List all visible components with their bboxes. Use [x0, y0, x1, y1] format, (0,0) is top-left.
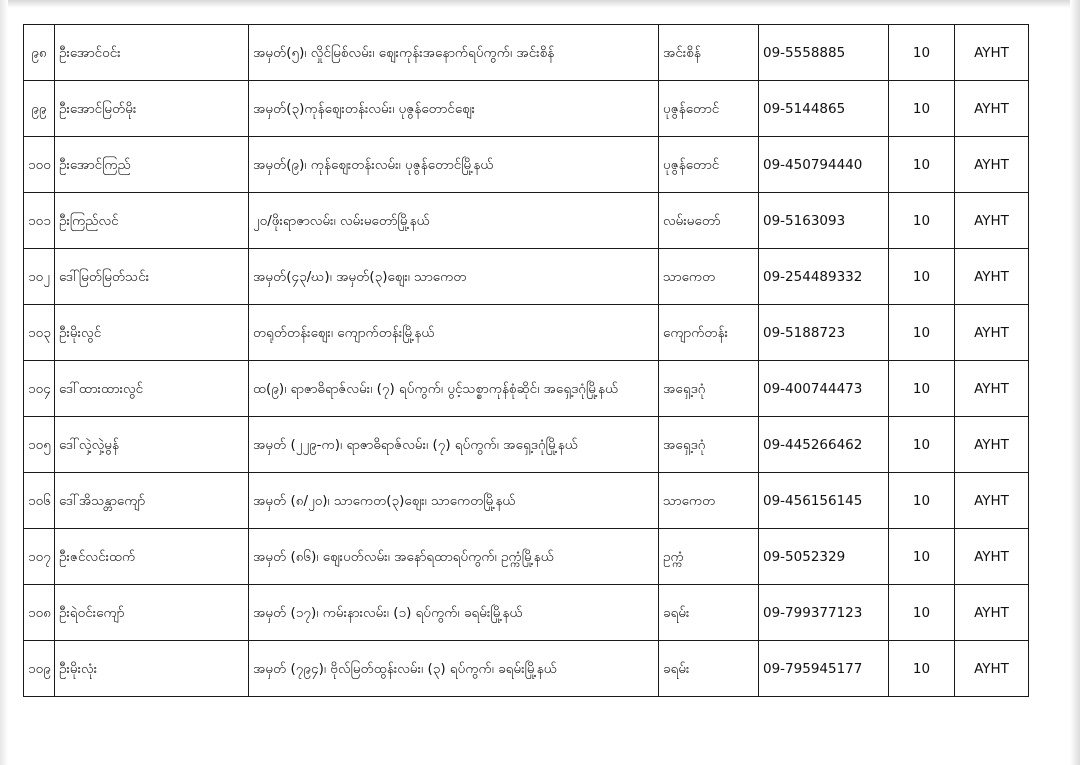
table-row — [24, 25, 1029, 81]
name-cell: ဒေါ်ထားထားလွင် — [55, 361, 249, 417]
table-row — [24, 249, 1029, 305]
row-number-cell: ၁၀၃ — [24, 305, 55, 361]
address-cell: အမှတ် (၇၉၄)၊ ဗိုလ်မြတ်ထွန်းလမ်း၊ (၃) ရပ်ကွက်၊ ခရမ်းမြို့နယ် — [249, 641, 659, 697]
name-cell: ဒေါ်မြတ်မြတ်သင်း — [55, 249, 249, 305]
phone-cell: 09-795945177 — [759, 641, 889, 697]
township-cell: အင်းစိန် — [659, 25, 759, 81]
code-cell: AYHT — [955, 249, 1029, 305]
page-shadow-right — [1070, 0, 1080, 765]
distributor-table — [23, 24, 1029, 697]
name-cell: ဦးအောင်ဝင်း — [55, 25, 249, 81]
table-row — [24, 137, 1029, 193]
phone-cell: 09-5188723 — [759, 305, 889, 361]
address-cell: အမှတ်(၄၃/ဃ)၊ အမှတ်(၃)ဈေး၊ သာကေတ — [249, 249, 659, 305]
quantity-cell: 10 — [889, 25, 955, 81]
row-number-cell: ၁၀၄ — [24, 361, 55, 417]
quantity-cell: 10 — [889, 473, 955, 529]
row-number-cell: ၁၀၁ — [24, 193, 55, 249]
page-shadow-top — [0, 0, 1080, 8]
name-cell: ဦးမိုးလုံး — [55, 641, 249, 697]
name-cell: ဦးအောင်ကြည် — [55, 137, 249, 193]
quantity-cell: 10 — [889, 585, 955, 641]
phone-cell: 09-5558885 — [759, 25, 889, 81]
code-cell: AYHT — [955, 193, 1029, 249]
township-cell: ဥက္ကံ — [659, 529, 759, 585]
address-cell: ထ(၉)၊ ရာဇာဓိရာဇ်လမ်း၊ (၇) ရပ်ကွက်၊ ပွင့်သစ္စာကုန်စုံဆိုင်၊ အရှေ့ဒဂုံမြို့နယ် — [249, 361, 659, 417]
phone-cell: 09-456156145 — [759, 473, 889, 529]
table-row — [24, 585, 1029, 641]
township-cell: လမ်းမတော် — [659, 193, 759, 249]
name-cell: ဦးကြည်လင် — [55, 193, 249, 249]
township-cell: အရှေ့ဒဂုံ — [659, 361, 759, 417]
phone-cell: 09-799377123 — [759, 585, 889, 641]
phone-cell: 09-5163093 — [759, 193, 889, 249]
phone-cell: 09-400744473 — [759, 361, 889, 417]
code-cell: AYHT — [955, 473, 1029, 529]
code-cell: AYHT — [955, 81, 1029, 137]
page-shadow-left — [0, 0, 8, 765]
quantity-cell: 10 — [889, 529, 955, 585]
address-cell: အမှတ်(၅)၊ လှိုင်မြစ်လမ်း၊ ဈေးကုန်းအနောက်ရပ်ကွက်၊ အင်းစိန် — [249, 25, 659, 81]
row-number-cell: ၁၀၉ — [24, 641, 55, 697]
quantity-cell: 10 — [889, 137, 955, 193]
name-cell: ဦးအောင်မြတ်မိုး — [55, 81, 249, 137]
code-cell: AYHT — [955, 641, 1029, 697]
name-cell: ဒေါ်လှဲ့လှဲ့မွန် — [55, 417, 249, 473]
row-number-cell: ၉၈ — [24, 25, 55, 81]
code-cell: AYHT — [955, 585, 1029, 641]
township-cell: သာကေတ — [659, 473, 759, 529]
phone-cell: 09-254489332 — [759, 249, 889, 305]
name-cell: ဒေါ်အိသန္တာကျော် — [55, 473, 249, 529]
quantity-cell: 10 — [889, 249, 955, 305]
table-row — [24, 305, 1029, 361]
table-row — [24, 529, 1029, 585]
township-cell: သာကေတ — [659, 249, 759, 305]
table-row — [24, 193, 1029, 249]
row-number-cell: ၁၀၇ — [24, 529, 55, 585]
township-cell: ပုဇွန်တောင် — [659, 137, 759, 193]
quantity-cell: 10 — [889, 641, 955, 697]
table-row — [24, 417, 1029, 473]
township-cell: ခရမ်း — [659, 585, 759, 641]
row-number-cell: ၁၀၈ — [24, 585, 55, 641]
township-cell: အရှေ့ဒဂုံ — [659, 417, 759, 473]
township-cell: ခရမ်း — [659, 641, 759, 697]
address-cell: အမှတ် (၈/၂၀)၊ သာကေတ(၃)ဈေး၊ သာကေတမြို့နယ် — [249, 473, 659, 529]
quantity-cell: 10 — [889, 193, 955, 249]
address-cell: အမှတ်(၉)၊ ကုန်ဈေးတန်းလမ်း၊ ပုဇွန်တောင်မြို့နယ် — [249, 137, 659, 193]
name-cell: ဦးမိုးလွင် — [55, 305, 249, 361]
township-cell: ပုဇွန်တောင် — [659, 81, 759, 137]
phone-cell: 09-5052329 — [759, 529, 889, 585]
name-cell: ဦးရဲဝင်းကျော် — [55, 585, 249, 641]
code-cell: AYHT — [955, 417, 1029, 473]
row-number-cell: ၁၀၅ — [24, 417, 55, 473]
address-cell: အမှတ်(၃)ကုန်ဈေးတန်းလမ်း၊ ပုဇွန်တောင်ဈေး — [249, 81, 659, 137]
phone-cell: 09-450794440 — [759, 137, 889, 193]
code-cell: AYHT — [955, 361, 1029, 417]
name-cell: ဦးဇင်လင်းထက် — [55, 529, 249, 585]
township-cell: ကျောက်တန်း — [659, 305, 759, 361]
address-cell: တရုတ်တန်းဈေး၊ ကျောက်တန်းမြို့နယ် — [249, 305, 659, 361]
code-cell: AYHT — [955, 137, 1029, 193]
code-cell: AYHT — [955, 529, 1029, 585]
row-number-cell: ၁၀၀ — [24, 137, 55, 193]
address-cell: ၂၀/ဖိုးရာဇာလမ်း၊ လမ်းမတော်မြို့နယ် — [249, 193, 659, 249]
quantity-cell: 10 — [889, 305, 955, 361]
quantity-cell: 10 — [889, 361, 955, 417]
table-row — [24, 473, 1029, 529]
quantity-cell: 10 — [889, 81, 955, 137]
quantity-cell: 10 — [889, 417, 955, 473]
phone-cell: 09-445266462 — [759, 417, 889, 473]
row-number-cell: ၉၉ — [24, 81, 55, 137]
row-number-cell: ၁၀၂ — [24, 249, 55, 305]
address-cell: အမှတ် (၈၆)၊ ဈေးပတ်လမ်း၊ အနော်ရထာရပ်ကွက်၊ ဥက္ကံမြို့နယ် — [249, 529, 659, 585]
table-row — [24, 81, 1029, 137]
row-number-cell: ၁၀၆ — [24, 473, 55, 529]
table-row — [24, 641, 1029, 697]
phone-cell: 09-5144865 — [759, 81, 889, 137]
address-cell: အမှတ် (၁၇)၊ ကမ်းနားလမ်း၊ (၁) ရပ်ကွက်၊ ခရမ်းမြို့နယ် — [249, 585, 659, 641]
code-cell: AYHT — [955, 25, 1029, 81]
address-cell: အမှတ် (၂၂၉-က)၊ ရာဇာဓိရာဇ်လမ်း၊ (၇) ရပ်ကွက်၊ အရှေ့ဒဂုံမြို့နယ် — [249, 417, 659, 473]
table-row — [24, 361, 1029, 417]
code-cell: AYHT — [955, 305, 1029, 361]
